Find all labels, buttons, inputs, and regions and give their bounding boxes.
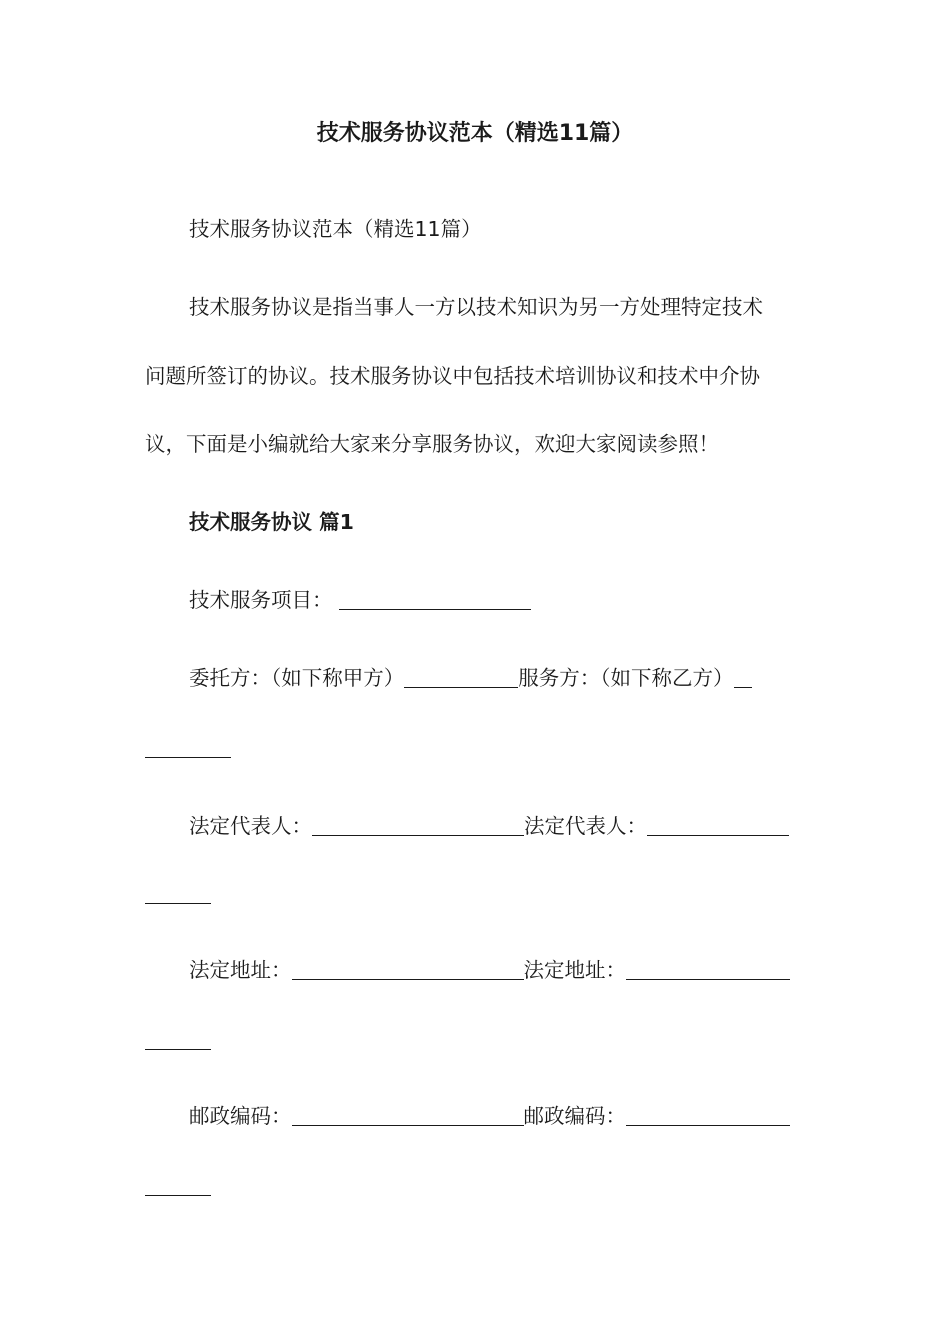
address-blank-a [292, 957, 524, 980]
section-heading: 技术服务协议 篇1 [189, 510, 354, 534]
legal-rep-blank-continued [145, 881, 211, 904]
intro-line-3: 议，下面是小编就给大家来分享服务协议，欢迎大家阅读参照！ [145, 432, 719, 456]
postcode-field-row [189, 1102, 790, 1130]
project-blank [339, 587, 531, 610]
project-label: 技术服务项目： [189, 588, 333, 612]
intro-line-2: 问题所签订的协议。技术服务协议中包括技术培训协议和技术中介协 [145, 364, 760, 388]
client-blank [404, 665, 518, 688]
document-title: 技术服务协议范本（精选11篇） [316, 121, 634, 146]
project-field-row [189, 586, 531, 614]
provider-label: 服务方：（如下称乙方） [518, 666, 734, 690]
address-label-b: 法定地址： [523, 958, 626, 982]
address-label-a: 法定地址： [189, 958, 292, 982]
client-label: 委托方：（如下称甲方） [189, 666, 405, 690]
address-blank-continued-row [145, 1026, 211, 1054]
postcode-blank-a [292, 1103, 524, 1126]
postcode-blank-continued [145, 1173, 211, 1196]
legal-rep-label-b: 法定代表人： [524, 814, 647, 838]
postcode-label-a: 邮政编码： [189, 1104, 292, 1128]
provider-blank-continued [145, 735, 231, 758]
address-field-row [189, 956, 790, 984]
address-blank-continued [145, 1027, 211, 1050]
postcode-label-b: 邮政编码： [523, 1104, 626, 1128]
legal-rep-field-row [189, 812, 789, 840]
legal-rep-blank-b [647, 813, 789, 836]
legal-rep-blank-continued-row [145, 880, 211, 908]
intro-line-1: 技术服务协议是指当事人一方以技术知识为另一方处理特定技术 [189, 295, 763, 319]
postcode-blank-continued-row [145, 1172, 211, 1200]
provider-blank-start [734, 665, 752, 688]
legal-rep-blank-a [312, 813, 524, 836]
legal-rep-label-a: 法定代表人： [189, 814, 312, 838]
postcode-blank-b [626, 1103, 790, 1126]
provider-blank-continued-row [145, 734, 231, 762]
address-blank-b [626, 957, 790, 980]
parties-field-row [189, 664, 752, 692]
document-subtitle: 技术服务协议范本（精选11篇） [189, 217, 482, 241]
